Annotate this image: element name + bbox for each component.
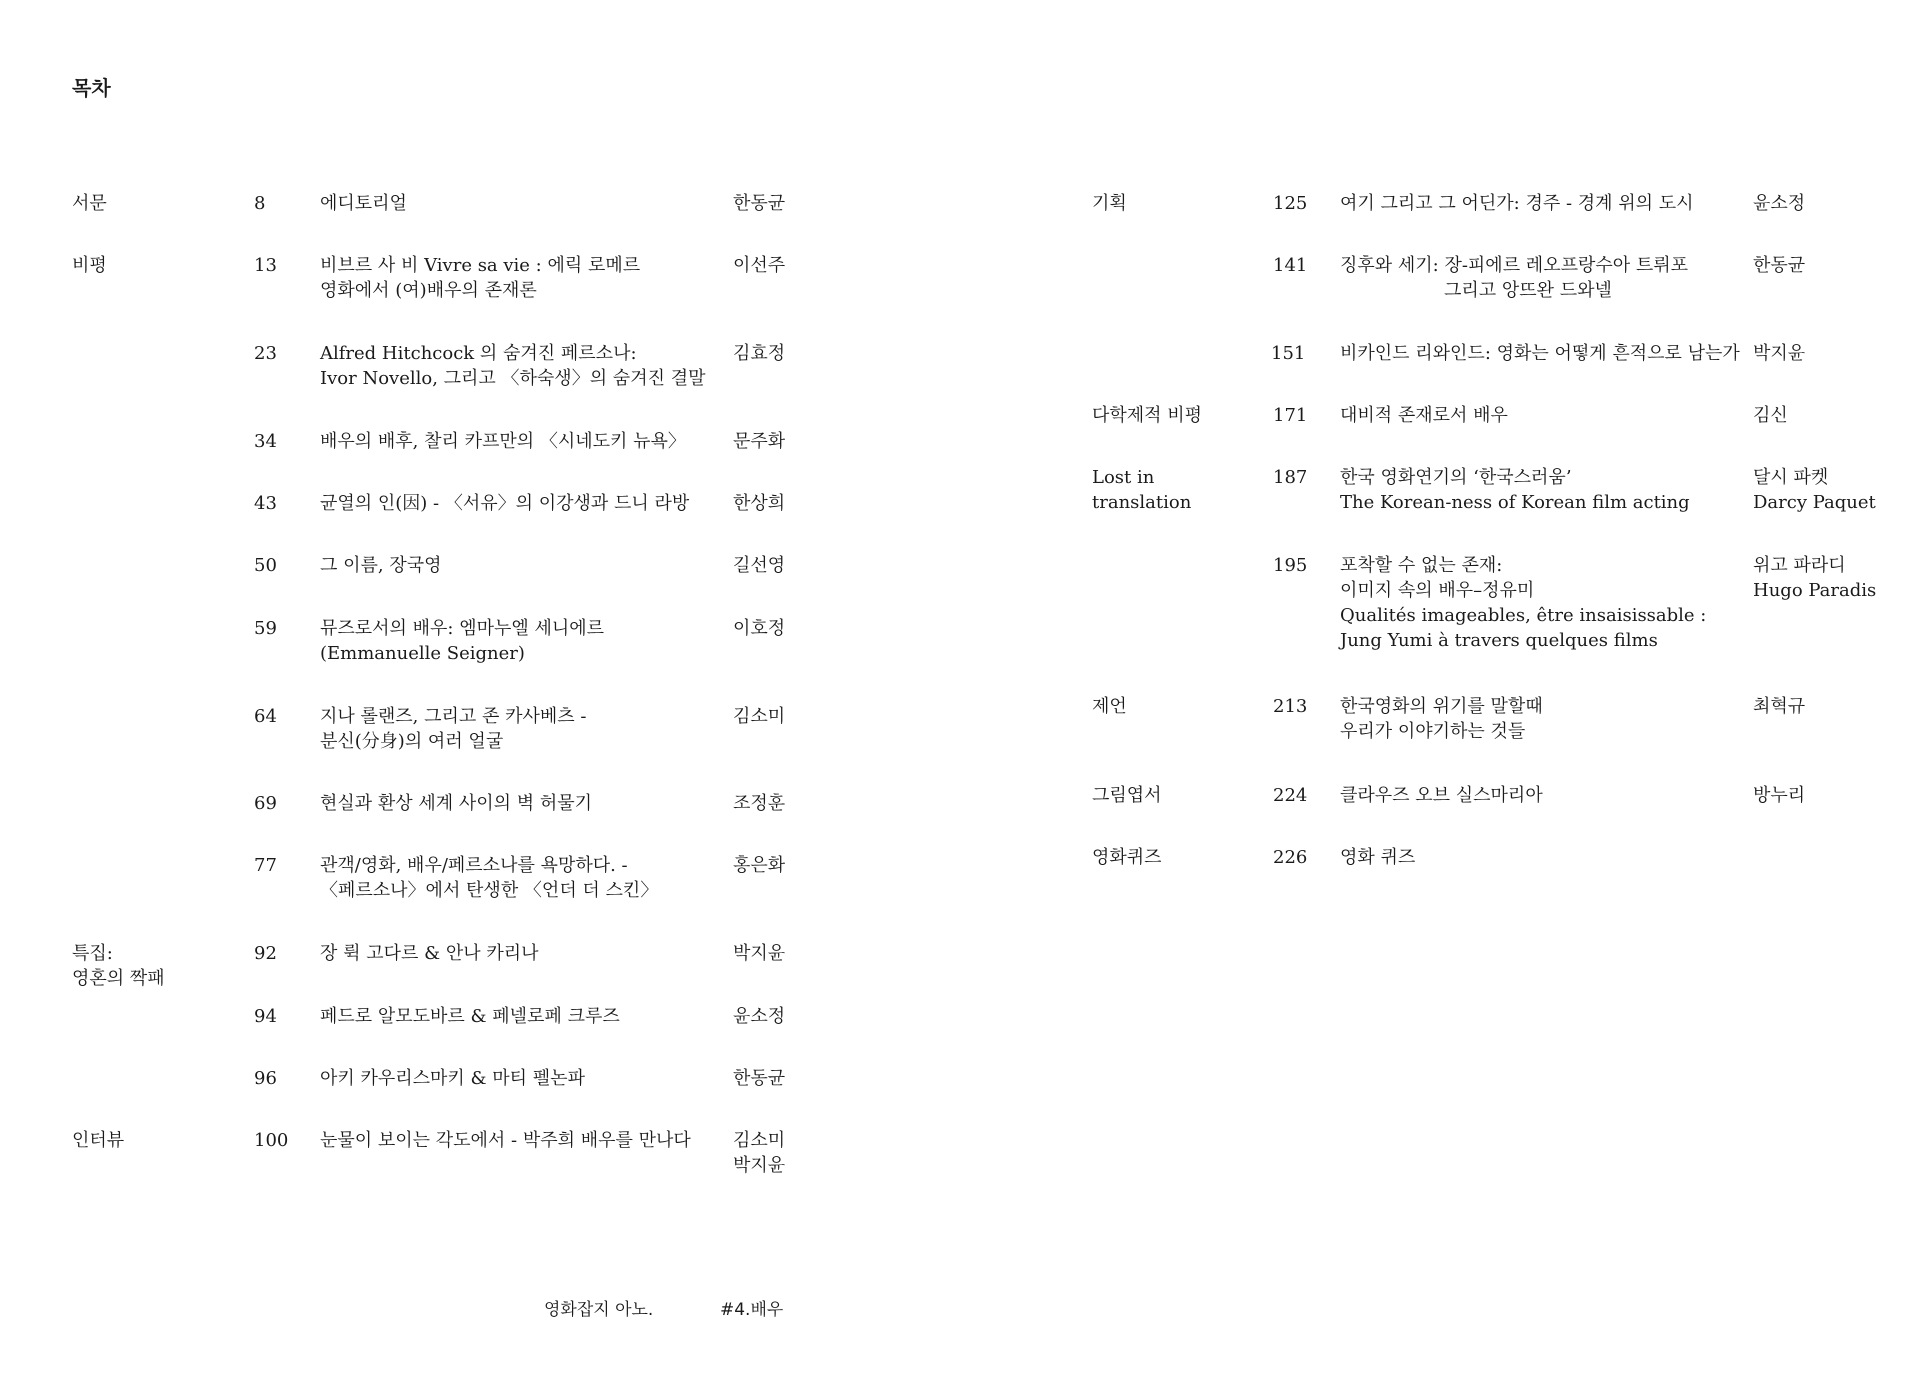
- toc-sec-line: Lost in: [1092, 467, 1155, 488]
- toc-author-line: 한동균: [1753, 255, 1806, 276]
- toc-title-line: Jung Yumi à travers quelques films: [1340, 630, 1658, 651]
- toc-title-line: 분신(分身)의 여러 얼굴: [320, 731, 504, 752]
- toc-title-line: 여기 그리고 그 어딘가: 경주 - 경계 위의 도시: [1340, 193, 1694, 214]
- toc-title: [320, 491, 689, 516]
- toc-sec: [72, 941, 165, 991]
- toc-author-line: 이선주: [733, 255, 786, 276]
- toc-sec: [72, 191, 107, 216]
- toc-author-line: 박지윤: [1753, 343, 1806, 364]
- toc-title-line: 영화 퀴즈: [1340, 847, 1416, 868]
- toc-page-number: 92: [254, 943, 277, 964]
- toc-title-line: 장 뤽 고다르 & 안나 카리나: [320, 943, 539, 964]
- toc-page-number: 171: [1273, 405, 1308, 426]
- toc-title: [320, 341, 705, 391]
- toc-title: [320, 704, 586, 754]
- toc-title: [1340, 403, 1508, 428]
- toc-author-line: 한상희: [733, 493, 786, 514]
- toc-sec: [1092, 465, 1191, 515]
- toc-sec: [72, 253, 107, 278]
- toc-page-number: 59: [254, 618, 277, 639]
- toc-title-line: 영화에서 (여)배우의 존재론: [320, 280, 537, 301]
- toc-author: [1753, 783, 1805, 808]
- toc-author: [733, 253, 785, 278]
- toc-page-number: 213: [1273, 696, 1308, 717]
- toc-title: [1340, 465, 1690, 515]
- toc-author-line: 위고 파라디: [1753, 555, 1846, 576]
- toc-sec-line: 제언: [1092, 696, 1127, 717]
- toc-page-number: 94: [254, 1006, 277, 1027]
- toc-author: [733, 191, 785, 216]
- toc-page-number: 13: [254, 255, 277, 276]
- toc-title: [320, 1004, 620, 1029]
- toc-author: [1753, 191, 1805, 216]
- toc-author-line: 박지윤: [733, 943, 786, 964]
- toc-author-line: 길선영: [733, 555, 786, 576]
- toc-author: [1753, 465, 1876, 515]
- toc-title-line: (Emmanuelle Seigner): [320, 643, 525, 664]
- toc-author: [733, 553, 785, 578]
- toc-title-line: 한국 영화연기의 ‘한국스러움’: [1340, 467, 1572, 488]
- toc-author-line: 김효정: [733, 343, 786, 364]
- toc-title-line: Qualités imageables, être insaisissable :: [1340, 605, 1707, 626]
- toc-title: [320, 1066, 585, 1091]
- toc-page-number: 96: [254, 1068, 277, 1089]
- toc-sec: [72, 1128, 124, 1153]
- toc-author: [733, 853, 785, 878]
- toc-title-line: 그 이름, 장국영: [320, 555, 442, 576]
- toc-author-line: 조정훈: [733, 793, 786, 814]
- toc-title-line: 현실과 환상 세계 사이의 벽 허물기: [320, 793, 593, 814]
- toc-author-line: Darcy Paquet: [1753, 492, 1876, 513]
- toc-title: [1340, 191, 1694, 216]
- toc-author-line: 방누리: [1753, 785, 1806, 806]
- toc-title-line: 이미지 속의 배우–정유미: [1340, 580, 1535, 601]
- toc-author: [733, 1004, 785, 1029]
- toc-page-number: 100: [254, 1130, 289, 1151]
- toc-page-number: 141: [1273, 255, 1308, 276]
- toc-author-line: 김소미: [733, 1130, 786, 1151]
- toc-title-line: 포착할 수 없는 존재:: [1340, 555, 1503, 576]
- toc-title: [320, 191, 407, 216]
- toc-title-line: Ivor Novello, 그리고 〈하숙생〉의 숨겨진 결말: [320, 368, 706, 389]
- toc-page-number: 195: [1273, 555, 1308, 576]
- toc-author: [1753, 403, 1788, 428]
- toc-title-line: 징후와 세기: 장-피에르 레오프랑수아 트뤼포: [1340, 255, 1689, 276]
- toc-page-number: 226: [1273, 847, 1308, 868]
- toc-title-line: 대비적 존재로서 배우: [1340, 405, 1508, 426]
- toc-author-line: 윤소정: [1753, 193, 1806, 214]
- toc-sec-line: 영혼의 짝패: [72, 968, 165, 989]
- toc-title-line: 비카인드 리와인드: 영화는 어떻게 흔적으로 남는가: [1340, 343, 1740, 364]
- toc-title-line: 뮤즈로서의 배우: 엠마누엘 세니에르: [320, 618, 605, 639]
- toc-author: [733, 1066, 785, 1091]
- toc-author-line: 김신: [1753, 405, 1788, 426]
- toc-page-number: 187: [1273, 467, 1308, 488]
- toc-author-line: 김소미: [733, 706, 786, 727]
- toc-title: [1340, 253, 1688, 303]
- toc-title-line: 그리고 앙뜨완 드와넬: [1444, 280, 1612, 301]
- issue-number: #4.배우: [720, 1300, 784, 1320]
- toc-title-line: 우리가 이야기하는 것들: [1340, 721, 1526, 742]
- toc-sec-line: 비평: [72, 255, 107, 276]
- toc-author: [733, 791, 785, 816]
- toc-page-number: 43: [254, 493, 277, 514]
- toc-author: [733, 429, 785, 454]
- toc-page-number: 77: [254, 855, 277, 876]
- toc-title-line: 비브르 사 비 Vivre sa vie : 에릭 로메르: [320, 255, 641, 276]
- toc-title: [1340, 341, 1740, 366]
- magazine-name: 영화잡지 아노.: [544, 1300, 654, 1320]
- toc-title: [320, 1128, 691, 1153]
- toc-title: [320, 941, 539, 966]
- toc-author: [733, 341, 785, 366]
- toc-title: [1340, 783, 1543, 808]
- toc-title-line: 지나 롤랜즈, 그리고 존 카사베츠 -: [320, 706, 587, 727]
- toc-title: [1340, 845, 1415, 870]
- toc-page-number: 224: [1273, 785, 1308, 806]
- toc-author: [733, 1128, 785, 1178]
- toc-sec: [1092, 783, 1162, 808]
- toc-sec: [1092, 191, 1127, 216]
- toc-page-number: 34: [254, 431, 277, 452]
- toc-author-line: 문주화: [733, 431, 786, 452]
- toc-title-line: 아키 카우리스마키 & 마티 펠논파: [320, 1068, 585, 1089]
- toc-author: [1753, 553, 1876, 603]
- toc-title-line: 클라우즈 오브 실스마리아: [1340, 785, 1543, 806]
- page-title: 목차: [72, 76, 111, 100]
- toc-title: [1340, 694, 1543, 744]
- toc-title-line: The Korean-ness of Korean film acting: [1340, 492, 1690, 513]
- toc-page-number: 23: [254, 343, 277, 364]
- toc-title: [320, 429, 686, 454]
- toc-page-number: 125: [1273, 193, 1308, 214]
- toc-sec: [1092, 403, 1202, 428]
- toc-page-number: 8: [254, 193, 266, 214]
- toc-author: [1753, 341, 1805, 366]
- toc-title: [320, 253, 640, 303]
- toc-sec-line: translation: [1092, 492, 1192, 513]
- toc-sec-line: 다학제적 비평: [1092, 405, 1203, 426]
- toc-title-line: 에디토리얼: [320, 193, 407, 214]
- toc-author-line: 홍은화: [733, 855, 786, 876]
- toc-sec-line: 서문: [72, 193, 107, 214]
- toc-author-line: 한동균: [733, 193, 786, 214]
- toc-title-line: 균열의 인(因) - 〈서유〉의 이강생과 드니 라방: [320, 493, 690, 514]
- toc-title-line: 한국영화의 위기를 말할때: [1340, 696, 1543, 717]
- toc-title: [320, 853, 658, 903]
- toc-sec-line: 영화퀴즈: [1092, 847, 1162, 868]
- toc-author: [733, 616, 785, 641]
- toc-page-number: 69: [254, 793, 277, 814]
- toc-page-number: 64: [254, 706, 277, 727]
- toc-author: [733, 491, 785, 516]
- toc-page-number: 50: [254, 555, 277, 576]
- toc-title: [320, 616, 604, 666]
- toc-author: [1753, 694, 1805, 719]
- toc-title: [320, 553, 442, 578]
- toc-sec-line: 그림엽서: [1092, 785, 1162, 806]
- toc-sec-line: 특집:: [72, 943, 113, 964]
- toc-author-line: 윤소정: [733, 1006, 786, 1027]
- toc-title-line: 관객/영화, 배우/페르소나를 욕망하다. -: [320, 855, 628, 876]
- toc-sec: [1092, 845, 1162, 870]
- toc-title: [320, 791, 592, 816]
- toc-author: [1753, 253, 1805, 278]
- toc-author-line: 한동균: [733, 1068, 786, 1089]
- toc-title: [1340, 553, 1706, 653]
- toc-author-line: 최혁규: [1753, 696, 1806, 717]
- toc-title-line: Alfred Hitchcock 의 숨겨진 페르소나:: [320, 343, 637, 364]
- toc-sec-line: 인터뷰: [72, 1130, 125, 1151]
- toc-author: [733, 941, 785, 966]
- toc-title-line: 눈물이 보이는 각도에서 - 박주희 배우를 만나다: [320, 1130, 691, 1151]
- toc-author-line: 달시 파켓: [1753, 467, 1829, 488]
- toc-author: [733, 704, 785, 729]
- toc-title-line: 페드로 알모도바르 & 페넬로페 크루즈: [320, 1006, 620, 1027]
- toc-sec-line: 기획: [1092, 193, 1127, 214]
- toc-author-line: 박지윤: [733, 1155, 786, 1176]
- toc-author-line: 이호정: [733, 618, 786, 639]
- toc-page-number: 151: [1271, 343, 1306, 364]
- toc-author-line: Hugo Paradis: [1753, 580, 1877, 601]
- toc-sec: [1092, 694, 1127, 719]
- toc-title-line: 배우의 배후, 찰리 카프만의 〈시네도키 뉴욕〉: [320, 431, 686, 452]
- toc-title-line: 〈페르소나〉에서 탄생한 〈언더 더 스킨〉: [320, 880, 659, 901]
